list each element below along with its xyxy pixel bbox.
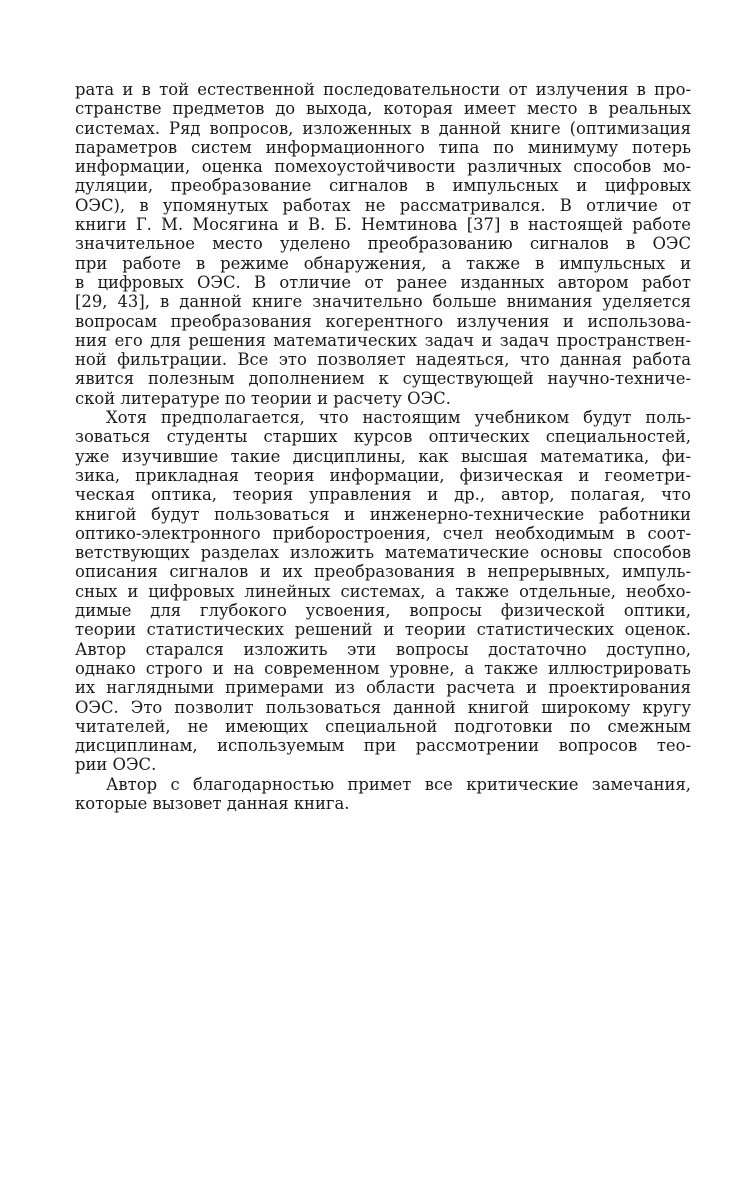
text-line: информации, оценка помехоустойчивости различных способов мо- <box>75 157 691 177</box>
text-line: при работе в режиме обнаружения, а также в импульсных и <box>75 253 691 273</box>
text-line: явится полезным дополнением к существующей научно-техниче- <box>75 369 691 389</box>
text-line: оптико-электронного приборостроения, счел необходимым в соот- <box>75 523 691 543</box>
text-line: их наглядными примерами из области расчета и проектирования <box>75 678 691 698</box>
paragraph-1 <box>75 80 691 408</box>
text-line: странстве предметов до выхода, которая имеет место в реальных <box>75 99 691 119</box>
text-line: дуляции, преобразование сигналов в импульсных и цифровых <box>75 176 691 196</box>
text-line: димые для глубокого усвоения, вопросы физической оптики, <box>75 601 691 621</box>
text-line: ской литературе по теории и расчету ОЭС. <box>75 388 451 408</box>
text-line: параметров систем информационного типа по минимуму потерь <box>75 137 691 157</box>
text-line: ческая оптика, теория управления и др., автор, полагая, что <box>75 485 691 505</box>
text-line: Автор старался изложить эти вопросы достаточно доступно, <box>75 639 691 659</box>
text-line: зика, прикладная теория информации, физическая и геометри- <box>75 465 691 485</box>
text-line: книги Г. М. Мосягина и В. Б. Немтинова [37] в настоящей работе <box>75 215 691 235</box>
text-line: рата и в той естественной последовательности от излучения в про- <box>75 80 691 99</box>
text-line: зоваться студенты старших курсов оптических специальностей, <box>75 427 691 447</box>
paragraph-3 <box>75 775 691 814</box>
text-line: вопросам преобразования когерентного излучения и использова- <box>75 311 691 331</box>
text-line: сных и цифровых линейных системах, а также отдельные, необхо- <box>75 581 691 601</box>
text-line: рии ОЭС. <box>75 755 157 775</box>
text-line: Автор с благодарностью примет все критические замечания, <box>106 774 691 794</box>
text-line: теории статистических решений и теории статистических оценок. <box>75 620 691 640</box>
text-line: ОЭС), в упомянутых работах не рассматривался. В отличие от <box>75 195 691 215</box>
text-line: ной фильтрации. Все это позволяет надеяться, что данная работа <box>75 350 691 370</box>
text-line: книгой будут пользоваться и инженерно-технические работники <box>75 504 691 524</box>
text-line: уже изучившие такие дисциплины, как высшая математика, фи- <box>75 446 691 466</box>
text-line: [29, 43], в данной книге значительно больше внимания уделяется <box>75 292 691 312</box>
text-line: ветствующих разделах изложить математические основы способов <box>75 543 691 563</box>
text-line: ОЭС. Это позволит пользоваться данной книгой широкому кругу <box>75 697 691 717</box>
text-line: однако строго и на современном уровне, а также иллюстрировать <box>75 658 691 678</box>
text-line: описания сигналов и их преобразования в непрерывных, импуль- <box>75 562 691 582</box>
paragraph-2 <box>75 408 691 775</box>
text-line: в цифровых ОЭС. В отличие от ранее изданных автором работ <box>75 272 691 292</box>
body-text <box>75 80 691 813</box>
text-line: системах. Ряд вопросов, изложенных в данной книге (оптимизация <box>75 118 691 138</box>
text-line: дисциплинам, используемым при рассмотрении вопросов тео- <box>75 736 691 756</box>
text-line: читателей, не имеющих специальной подготовки по смежным <box>75 716 691 736</box>
text-line: которые вызовет данная книга. <box>75 793 350 813</box>
text-line: значительное место уделено преобразованию сигналов в ОЭС <box>75 234 691 254</box>
text-line: ния его для решения математических задач и задач пространствен- <box>75 330 691 350</box>
text-line: Хотя предполагается, что настоящим учебником будут поль- <box>106 408 691 428</box>
